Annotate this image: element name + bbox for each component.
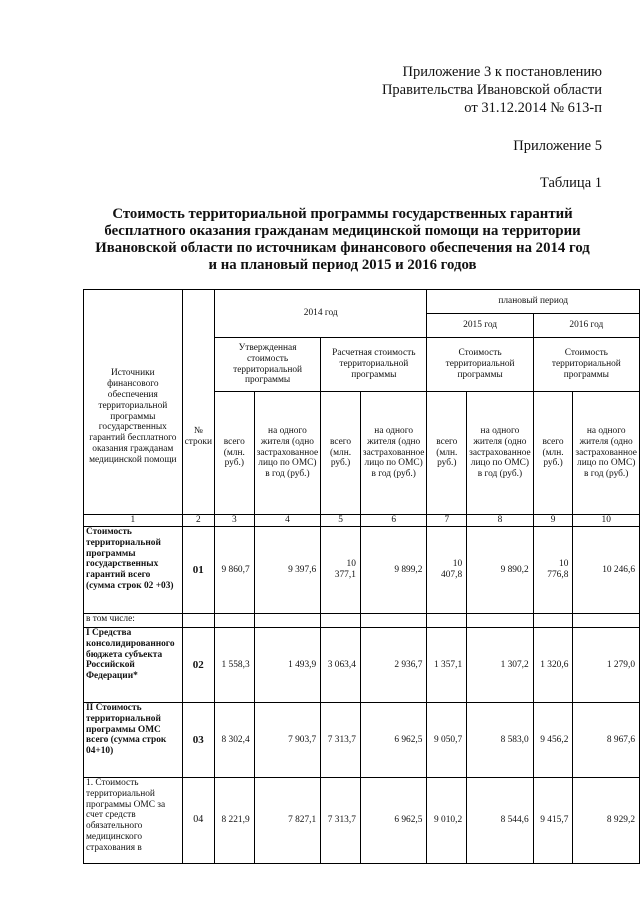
cell-value: 7 827,1: [254, 778, 321, 864]
cell-value: 8 967,6: [573, 703, 640, 778]
header-cost-2015: Стоимость территориальной программы: [427, 338, 533, 392]
header-planning-period: плановый период: [427, 290, 640, 314]
resolution-date-line: от 31.12.2014 № 613-п: [464, 100, 602, 116]
table-row: [84, 614, 640, 628]
cell-value: 9 050,7: [427, 703, 467, 778]
resolution-reference: [382, 63, 602, 117]
column-number: 9: [533, 515, 573, 527]
header-row-number: № строки: [182, 290, 214, 515]
cell-value: 8 929,2: [573, 778, 640, 864]
cell-value: 8 302,4: [214, 703, 254, 778]
government-line: Правительства Ивановской области: [381, 82, 602, 98]
cell-value: 1 558,3: [214, 628, 254, 703]
header-total-mln: всего (млн. руб.): [321, 392, 361, 515]
cell-value: 1 320,6: [533, 628, 573, 703]
cell-value: 9 456,2: [533, 703, 573, 778]
cell-value: 1 279,0: [573, 628, 640, 703]
cell-value: 10 776,8: [533, 527, 573, 614]
row-label-text: 1. Стоимость территориальной программы ОМС за счет средств обязательного медицинского страхования в: [86, 778, 166, 853]
document-title: Стоимость территориальной программы государственных гарантий бесплатного оказания гражданам медицинской помощи на территории Ивановской области по источникам финансового обеспечения на 2014 год и на плановый период 2015 и 2016 годов: [95, 206, 590, 273]
cell-value: 9 899,2: [360, 527, 427, 614]
header-year-2014: 2014 год: [214, 290, 427, 338]
header-cost-2016: Стоимость территориальной программы: [533, 338, 639, 392]
column-number: 1: [84, 515, 183, 527]
cell-value: 8 544,6: [467, 778, 534, 864]
table-number: Таблица 1: [539, 175, 602, 191]
header-calculated-cost: Расчетная стоимость территориальной программы: [321, 338, 427, 392]
cell-value: 8 221,9: [214, 778, 254, 864]
row-label: I Средства консолидированного бюджета субъекта Российской Федерации*: [84, 628, 183, 703]
column-number: 6: [360, 515, 427, 527]
row-label: II Стоимость территориальной программы ОМС всего (сумма строк 04+10): [84, 703, 183, 778]
cell-value: 10 246,6: [573, 527, 640, 614]
header-per-resident: на одного жителя (одно застрахованное лицо по ОМС) в год (руб.): [360, 392, 427, 515]
cell-value: 9 860,7: [214, 527, 254, 614]
column-number: 3: [214, 515, 254, 527]
cell-value: 9 397,6: [254, 527, 321, 614]
cell-value: 9 010,2: [427, 778, 467, 864]
row-number: 01: [182, 527, 214, 614]
table-row: [84, 628, 640, 703]
cell-value: 7 313,7: [321, 703, 361, 778]
table-row: [84, 527, 640, 614]
header-total-mln: всего (млн. руб.): [214, 392, 254, 515]
cell-value: 7 313,7: [321, 778, 361, 864]
cell-value: 10 407,8: [427, 527, 467, 614]
row-label: [84, 778, 183, 864]
table-row: [84, 778, 640, 864]
row-label: Стоимость территориальной программы государственных гарантий всего (сумма строк 02 +03): [84, 527, 183, 614]
appendix-line: Приложение 3 к постановлению: [402, 64, 602, 80]
cell-value: 9 415,7: [533, 778, 573, 864]
cost-table: [83, 289, 640, 864]
column-number: 8: [467, 515, 534, 527]
cell-value: 6 962,5: [360, 703, 427, 778]
column-number: 4: [254, 515, 321, 527]
cell-value: 1 493,9: [254, 628, 321, 703]
cell-value: 2 936,7: [360, 628, 427, 703]
row-number: 04: [182, 778, 214, 864]
cell-value: 9 890,2: [467, 527, 534, 614]
header-total-mln: всего (млн. руб.): [427, 392, 467, 515]
cell-value: 1 357,1: [427, 628, 467, 703]
header-approved-cost: Утвержденная стоимость территориальной программы: [214, 338, 320, 392]
column-number: 7: [427, 515, 467, 527]
column-number: 2: [182, 515, 214, 527]
cell-value: 6 962,5: [360, 778, 427, 864]
header-year-2016: 2016 год: [533, 314, 639, 338]
cell-value: 8 583,0: [467, 703, 534, 778]
column-number: 10: [573, 515, 640, 527]
table-row: [84, 703, 640, 778]
row-label: в том числе:: [84, 614, 183, 628]
header-sources: Источники финансового обеспечения территориальной программы государственных гарантий бесплатного оказания гражданам медицинской помощи: [84, 290, 183, 515]
cell-value: 1 307,2: [467, 628, 534, 703]
header-total-mln: всего (млн. руб.): [533, 392, 573, 515]
header-year-2015: 2015 год: [427, 314, 533, 338]
row-number: 03: [182, 703, 214, 778]
header-per-resident: на одного жителя (одно застрахованное лицо по ОМС) в год (руб.): [573, 392, 640, 515]
row-number: 02: [182, 628, 214, 703]
column-number: 5: [321, 515, 361, 527]
cell-value: 10 377,1: [321, 527, 361, 614]
header-per-resident: на одного жителя (одно застрахованное лицо по ОМС) в год (руб.): [467, 392, 534, 515]
header-per-resident: на одного жителя (одно застрахованное лицо по ОМС) в год (руб.): [254, 392, 321, 515]
cell-value: 7 903,7: [254, 703, 321, 778]
cell-value: 3 063,4: [321, 628, 361, 703]
appendix-number: Приложение 5: [513, 138, 602, 154]
